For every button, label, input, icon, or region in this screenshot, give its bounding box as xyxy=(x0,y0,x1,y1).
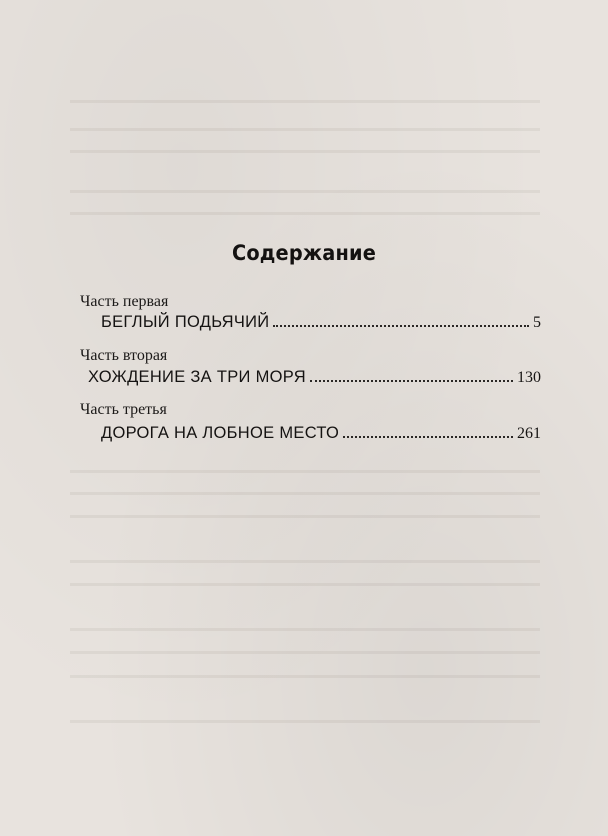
toc-part-label: Часть вторая xyxy=(80,347,168,364)
toc-entry-title: БЕГЛЫЙ ПОДЬЯЧИЙ xyxy=(101,313,270,331)
bleed-through-line xyxy=(70,150,540,153)
bleed-through-line xyxy=(70,675,540,678)
dot-leader xyxy=(310,380,513,382)
bleed-through-line xyxy=(70,560,540,563)
page-title: Содержание xyxy=(231,241,377,265)
bleed-through-line xyxy=(70,128,540,131)
bleed-through-line xyxy=(70,628,540,631)
bleed-through-line xyxy=(70,583,540,586)
toc-entry-page: 130 xyxy=(517,369,541,386)
bleed-through-line xyxy=(70,492,540,495)
bleed-through-line xyxy=(70,190,540,193)
toc-part-label: Часть первая xyxy=(80,293,169,310)
bleed-through-line xyxy=(70,470,540,473)
bleed-through-line xyxy=(70,212,540,215)
toc-entry-page: 261 xyxy=(517,425,541,442)
toc-entry[interactable] xyxy=(101,313,541,332)
dot-leader xyxy=(343,436,513,438)
bleed-through-line xyxy=(70,651,540,654)
toc-part-label: Часть третья xyxy=(80,401,167,418)
dot-leader xyxy=(273,325,529,327)
toc-entry[interactable] xyxy=(88,368,541,387)
toc-entry-page: 5 xyxy=(533,314,541,331)
bleed-through-line xyxy=(70,515,540,518)
toc-entry[interactable] xyxy=(101,424,541,443)
bleed-through-line xyxy=(70,100,540,103)
toc-entry-title: ХОЖДЕНИЕ ЗА ТРИ МОРЯ xyxy=(88,368,306,386)
toc-entry-title: ДОРОГА НА ЛОБНОЕ МЕСТО xyxy=(101,424,340,442)
bleed-through-line xyxy=(70,720,540,723)
